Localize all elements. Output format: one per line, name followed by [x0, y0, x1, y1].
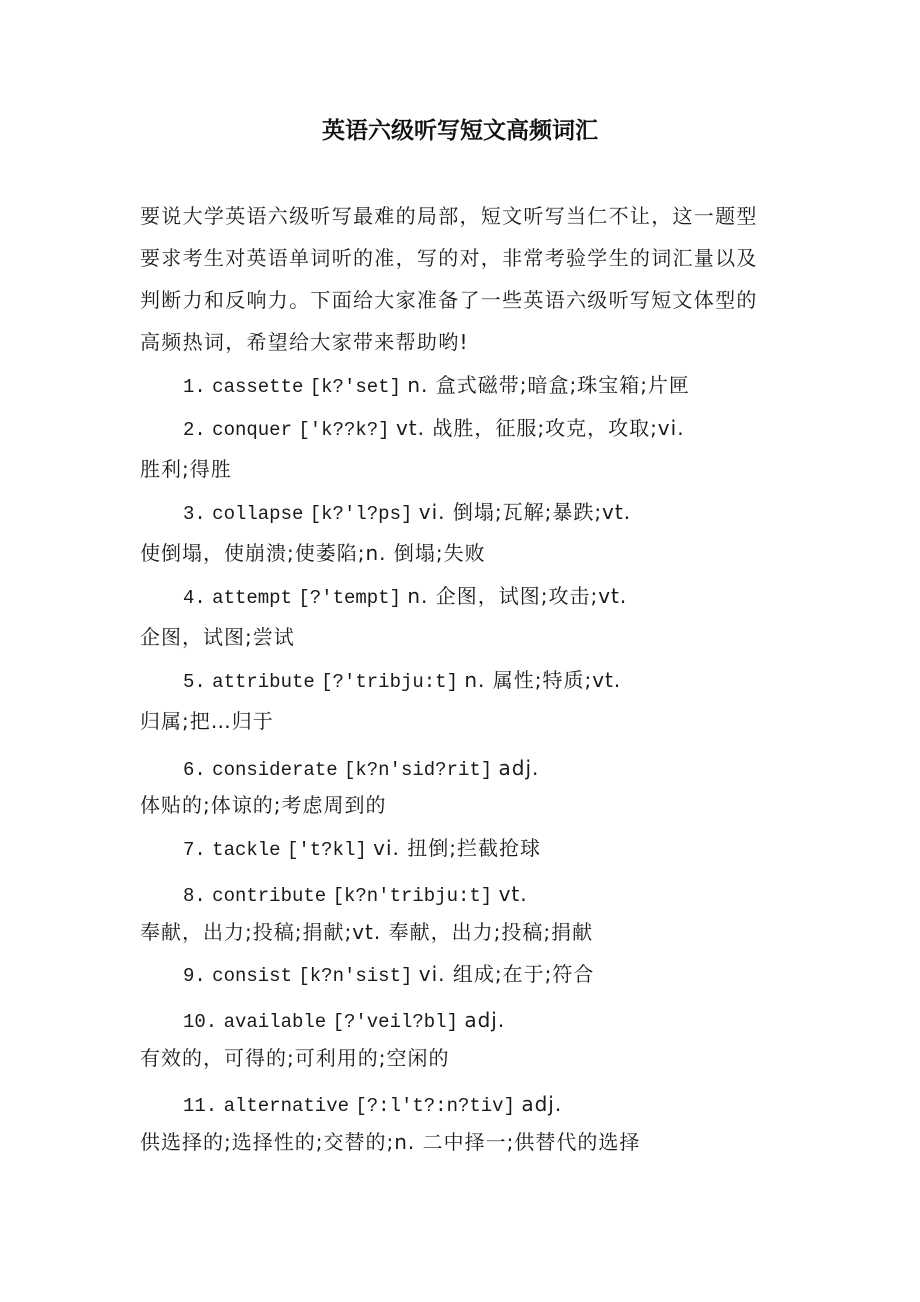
entry-number: 11. [183, 1095, 218, 1117]
entry-phonetic: [k?'l?ps] [309, 503, 413, 525]
entry-definition: n. 盒式磁带;暗盒;珠宝箱;片匣 [407, 373, 690, 397]
entry-continuation: 使倒塌，使崩溃;使萎陷;n. 倒塌;失败 [140, 541, 486, 565]
entry-number: 2. [183, 419, 206, 441]
entry-continuation: 体贴的;体谅的;考虑周到的 [140, 793, 387, 817]
entry-word: conquer [212, 419, 292, 441]
intro-line: 高频热词，希望给大家带来帮助哟! [140, 330, 469, 354]
entry-word: alternative [223, 1095, 349, 1117]
vocab-entry [183, 835, 541, 863]
entry-word: considerate [212, 759, 338, 781]
entry-number: 7. [183, 839, 206, 861]
entry-number: 5. [183, 671, 206, 693]
entry-definition: n. 属性;特质;vt. [464, 668, 622, 692]
entry-definition: vt. [498, 882, 528, 906]
entry-phonetic: ['t?kl] [286, 839, 367, 861]
entry-phonetic: [?:l't?:n?tiv] [355, 1095, 515, 1117]
entry-number: 9. [183, 965, 206, 987]
entry-continuation: 奉献，出力;投稿;捐献;vt. 奉献，出力;投稿;捐献 [140, 920, 594, 944]
entry-definition: adj. [464, 1008, 506, 1032]
entry-word: cassette [212, 376, 304, 398]
entry-word: tackle [212, 839, 281, 861]
document-title: 英语六级听写短文高频词汇 [322, 118, 598, 144]
entry-phonetic: [k?n'sid?rit] [343, 759, 493, 781]
entry-number: 1. [183, 376, 206, 398]
entry-definition: adj. [498, 756, 540, 780]
entry-definition: vt. 战胜，征服;攻克，攻取;vi. [395, 416, 685, 440]
vocab-entry [183, 881, 528, 909]
entry-definition: n. 企图，试图;攻击;vt. [407, 584, 628, 608]
entry-continuation: 供选择的;选择性的;交替的;n. 二中择一;供替代的选择 [140, 1130, 641, 1154]
vocab-entry [183, 961, 594, 989]
entry-word: consist [212, 965, 292, 987]
entry-phonetic: [?'tribju:t] [321, 671, 458, 693]
intro-line: 判断力和反响力。下面给大家准备了一些英语六级听写短文体型的 [140, 288, 758, 312]
vocab-entry [183, 1007, 505, 1035]
entry-continuation: 企图，试图;尝试 [140, 625, 295, 649]
entry-number: 3. [183, 503, 206, 525]
entry-phonetic: [k?'set] [309, 376, 401, 398]
vocab-entry [183, 755, 539, 783]
entry-phonetic: [?'tempt] [298, 587, 401, 609]
entry-word: contribute [212, 885, 327, 907]
entry-number: 4. [183, 587, 206, 609]
entry-phonetic: [k?n'sist] [298, 965, 413, 987]
intro-line: 要说大学英语六级听写最难的局部，短文听写当仁不让，这一题型 [140, 204, 758, 228]
entry-continuation: 有效的，可得的;可利用的;空闲的 [140, 1046, 450, 1070]
vocab-entry [183, 415, 685, 443]
vocab-entry [183, 583, 627, 611]
entry-definition: vi. 倒塌;瓦解;暴跌;vt. [418, 500, 632, 524]
entry-word: attempt [212, 587, 292, 609]
vocab-entry [183, 499, 631, 527]
entry-phonetic: [?'veil?bl] [332, 1011, 458, 1033]
vocab-entry [183, 372, 690, 400]
entry-number: 10. [183, 1011, 218, 1033]
entry-continuation: 胜利;得胜 [140, 457, 232, 481]
intro-line: 要求考生对英语单词听的准，写的对，非常考验学生的词汇量以及 [140, 246, 758, 270]
vocab-entry [183, 1091, 562, 1119]
entry-word: collapse [212, 503, 304, 525]
entry-word: available [223, 1011, 327, 1033]
entry-word: attribute [212, 671, 315, 693]
entry-phonetic: [k?n'tribju:t] [332, 885, 493, 907]
entry-continuation: 归属;把…归于 [140, 709, 274, 733]
vocab-entry [183, 667, 621, 695]
entry-number: 6. [183, 759, 206, 781]
entry-number: 8. [183, 885, 206, 907]
entry-phonetic: ['k??k?] [298, 419, 390, 441]
entry-definition: vi. 组成;在于;符合 [418, 962, 595, 986]
entry-definition: adj. [521, 1092, 563, 1116]
entry-definition: vi. 扭倒;拦截抢球 [373, 836, 541, 860]
